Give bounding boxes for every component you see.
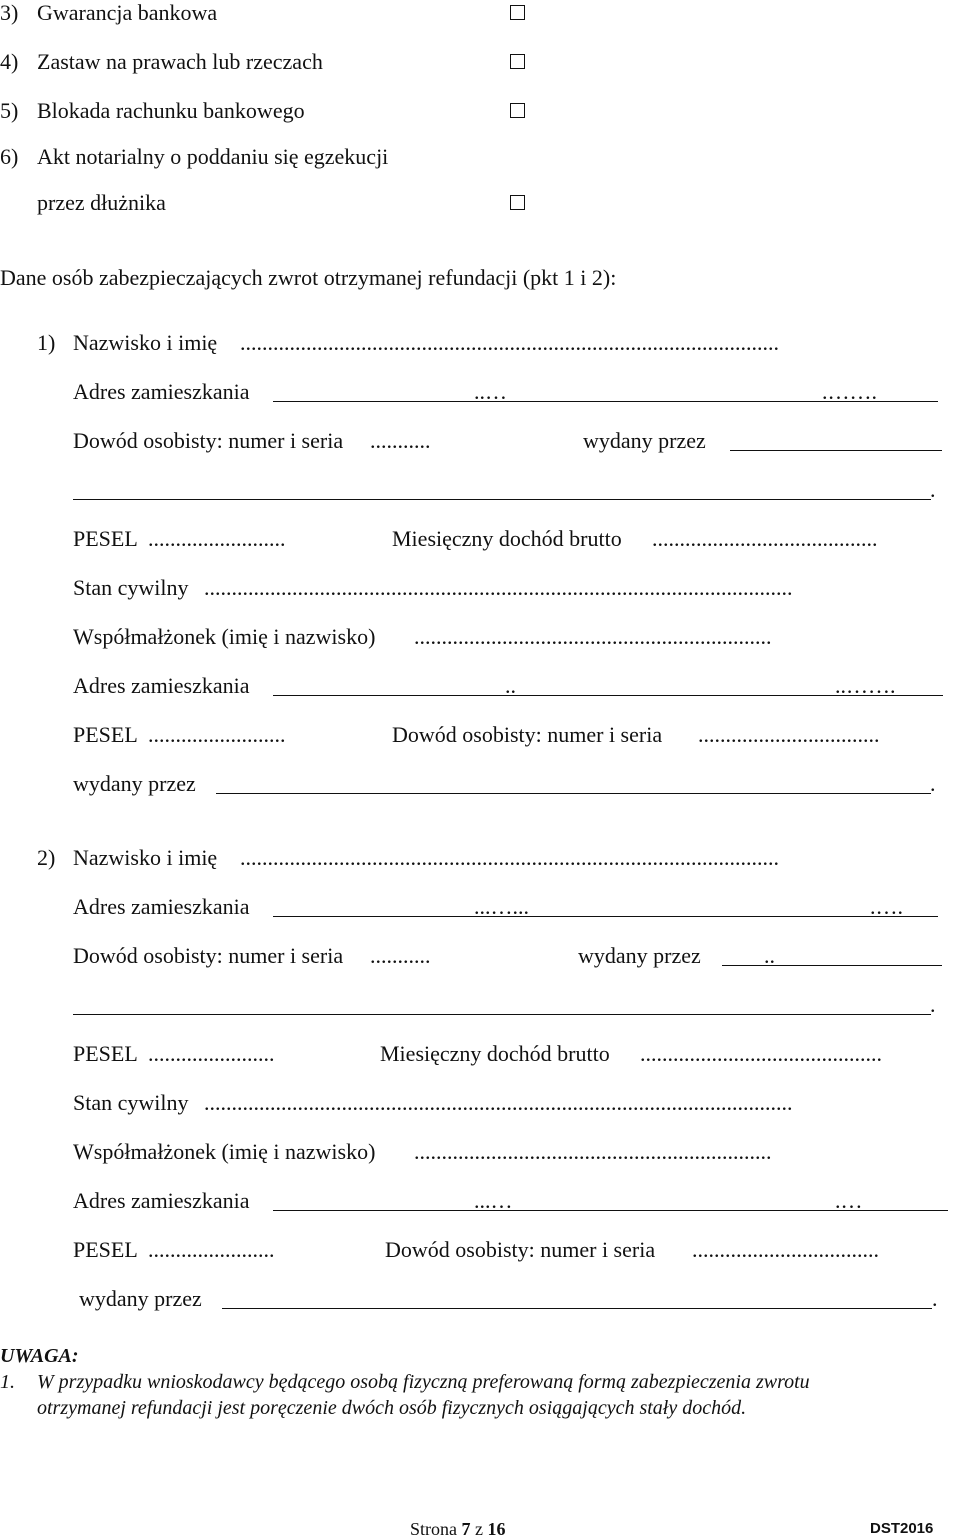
id-label: Dowód osobisty: numer i seria <box>73 943 344 968</box>
spouse-field[interactable]: ................................................................. <box>414 1139 772 1164</box>
spouse-address-label: Adres zamieszkania <box>73 673 250 698</box>
checkbox-zastaw[interactable] <box>510 54 525 69</box>
issued-by-label: wydany przez <box>578 943 701 968</box>
spouse-id-field[interactable]: .................................. <box>692 1237 879 1262</box>
page-total: 16 <box>487 1519 506 1539</box>
page-indicator <box>410 1518 506 1540</box>
spouse-issued-field[interactable] <box>216 793 931 794</box>
heading-text: Dane osób zabezpieczających zwrot otrzymanej refundacji (pkt 1 i 2): <box>0 265 617 290</box>
spouse-id-label: Dowód osobisty: numer i seria <box>392 722 663 747</box>
spouse-address-label: Adres zamieszkania <box>73 1188 250 1213</box>
pesel-label: PESEL <box>73 526 138 551</box>
name-label: Nazwisko i imię <box>73 845 218 870</box>
spouse-pesel-field[interactable]: ......................... <box>148 722 286 747</box>
page-prefix: Strona <box>410 1519 457 1539</box>
option-number: 5) <box>0 98 19 123</box>
checkbox-gwarancja[interactable] <box>510 5 525 20</box>
spouse-issued-field[interactable] <box>222 1308 932 1309</box>
name-label: Nazwisko i imię <box>73 330 218 355</box>
option-label: Blokada rachunku bankowego <box>37 98 305 123</box>
marital-field[interactable]: ........................................................................................................... <box>204 575 793 600</box>
note-number: 1. <box>0 1371 15 1393</box>
marital-label: Stan cywilny <box>73 1090 189 1115</box>
issued-by-field[interactable] <box>730 450 942 451</box>
marital-label: Stan cywilny <box>73 575 189 600</box>
spouse-label: Współmałżonek (imię i nazwisko) <box>73 624 376 649</box>
address-label: Adres zamieszkania <box>73 894 250 919</box>
option-label: Akt notarialny o poddaniu się egzekucji <box>37 144 389 169</box>
spouse-label: Współmałżonek (imię i nazwisko) <box>73 1139 376 1164</box>
pesel-field[interactable]: ....................... <box>148 1041 275 1066</box>
option-number: 6) <box>0 144 19 169</box>
address-field[interactable] <box>273 916 938 917</box>
issued-by-field-cont[interactable] <box>73 1014 931 1015</box>
spouse-field[interactable]: ................................................................. <box>414 624 772 649</box>
id-field[interactable]: ........... <box>370 428 431 453</box>
spouse-issued-label: wydany przez <box>79 1286 202 1311</box>
income-label: Miesięczny dochód brutto <box>392 526 622 551</box>
income-label: Miesięczny dochód brutto <box>380 1041 610 1066</box>
spouse-pesel-field[interactable]: ....................... <box>148 1237 275 1262</box>
note-title: UWAGA: <box>0 1345 79 1367</box>
checkbox-blokada[interactable] <box>510 103 525 118</box>
spouse-pesel-label: PESEL <box>73 1237 138 1262</box>
name-field[interactable]: .................................................................................................. <box>240 330 779 355</box>
pesel-label: PESEL <box>73 1041 138 1066</box>
note-line-1: W przypadku wnioskodawcy będącego osobą fizyczną preferowaną formą zabezpieczenia zwrotu <box>37 1371 810 1393</box>
option-number: 4) <box>0 49 19 74</box>
address-label: Adres zamieszkania <box>73 379 250 404</box>
person-number: 2) <box>37 845 56 870</box>
spouse-issued-label: wydany przez <box>73 771 196 796</box>
income-field[interactable]: ......................................... <box>652 526 878 551</box>
name-field[interactable]: .................................................................................................. <box>240 845 779 870</box>
id-label: Dowód osobisty: numer i seria <box>73 428 344 453</box>
page-sep: z <box>475 1519 483 1539</box>
pesel-field[interactable]: ......................... <box>148 526 286 551</box>
option-label: Zastaw na prawach lub rzeczach <box>37 49 323 74</box>
spouse-id-field[interactable]: ................................. <box>698 722 880 747</box>
option-label-cont: przez dłużnika <box>37 190 166 215</box>
note-line-2: otrzymanej refundacji jest poręczenie dwóch osób fizycznych osiągających stały dochód. <box>37 1397 747 1419</box>
page-current: 7 <box>461 1519 471 1539</box>
option-label: Gwarancja bankowa <box>37 0 218 25</box>
spouse-pesel-label: PESEL <box>73 722 138 747</box>
income-field[interactable]: ............................................ <box>640 1041 882 1066</box>
person-number: 1) <box>37 330 56 355</box>
checkbox-akt-notarialny[interactable] <box>510 195 525 210</box>
id-field[interactable]: ........... <box>370 943 431 968</box>
doc-code: DST2016 <box>870 1520 934 1537</box>
spouse-id-label: Dowód osobisty: numer i seria <box>385 1237 656 1262</box>
marital-field[interactable]: ........................................................................................................... <box>204 1090 793 1115</box>
option-number: 3) <box>0 0 19 25</box>
issued-by-field[interactable] <box>722 965 942 966</box>
issued-by-field-cont[interactable] <box>73 499 931 500</box>
issued-by-label: wydany przez <box>583 428 706 453</box>
